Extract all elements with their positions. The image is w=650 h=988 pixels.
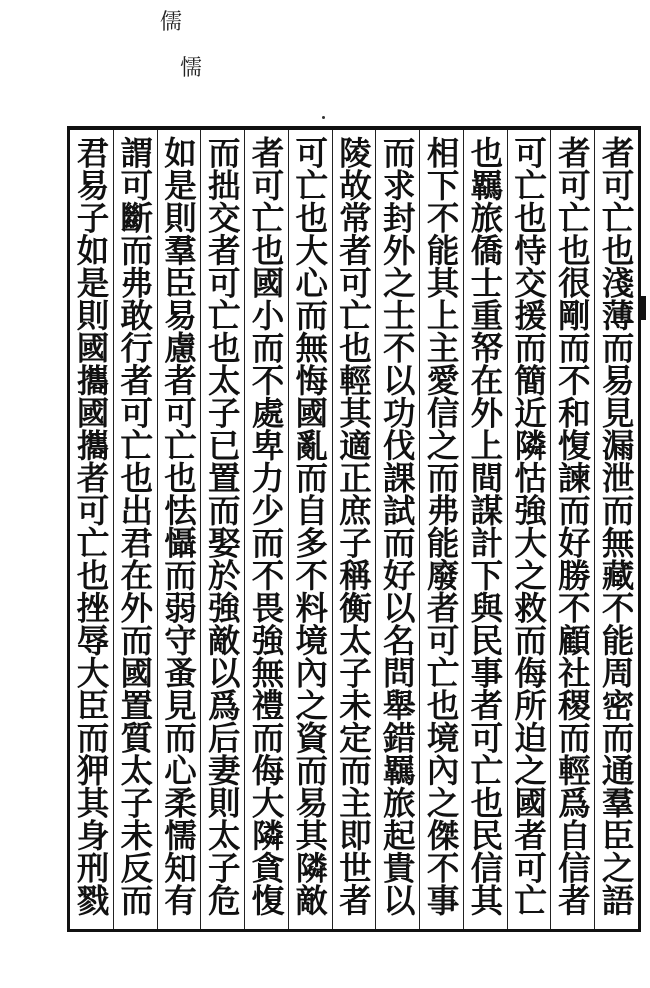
text-column — [157, 130, 201, 929]
column-text: 君易子如是則國攜國攜者可亡也挫辱大臣而狎其身刑戮 — [71, 136, 111, 916]
text-column — [332, 130, 376, 929]
column-text: 謂可斷而弗敢行者可亡也出君在外而國置質太子未反而 — [115, 136, 155, 916]
column-text: 也羈旅僑士重帑在外上間謀計下與民事者可亡也民信其 — [465, 136, 505, 916]
column-text: 可亡也恃交援而簡近隣怙強大之救而侮所迫之國者可亡 — [509, 136, 549, 916]
text-columns — [70, 130, 638, 929]
text-column — [288, 130, 332, 929]
column-text: 者可亡也國小而不處卑力少而不畏強無禮而侮大隣貪愎 — [247, 136, 286, 916]
text-column — [463, 130, 507, 929]
marginal-char-1: 儒 — [160, 10, 183, 35]
text-column — [419, 130, 463, 929]
column-text: 相下不能其上主愛信之而弗能廢者可亡也境內之傑不事 — [422, 136, 462, 916]
text-column — [507, 130, 551, 929]
text-column — [70, 130, 113, 929]
marginal-char-2: 懦 — [180, 56, 203, 81]
text-column — [550, 130, 594, 929]
text-column — [375, 130, 419, 929]
text-column — [244, 130, 288, 929]
column-text: 而求封外之士不以功伐課試而好以名問舉錯羈旅起貴以 — [378, 136, 418, 916]
column-text: 者可亡也很剛而不和愎諫而好勝不顧社稷而輕爲自信者 — [553, 136, 593, 916]
text-column — [113, 130, 157, 929]
ink-dot — [322, 116, 325, 119]
column-text: 如是則羣臣易慮者可亡也怯懾而弱守蚤見而心柔懦知有 — [159, 136, 199, 916]
text-frame — [67, 126, 641, 932]
page-edge-mark — [641, 296, 646, 320]
column-text: 可亡也大心而無悔國亂而自多不料境內之資而易其隣敵 — [290, 136, 330, 916]
text-column — [594, 130, 638, 929]
marginal-annotation — [158, 6, 218, 86]
column-text: 而拙交者可亡也太子已置而娶於強敵以爲后妻則太子危 — [203, 136, 243, 916]
text-column — [200, 130, 244, 929]
column-text: 陵故常者可亡也輕其適正庶子稱衡太子未定而主即世者 — [334, 136, 374, 916]
column-text: 者可亡也淺薄而易見漏泄而無藏不能周密而通羣臣之語 — [597, 136, 637, 916]
